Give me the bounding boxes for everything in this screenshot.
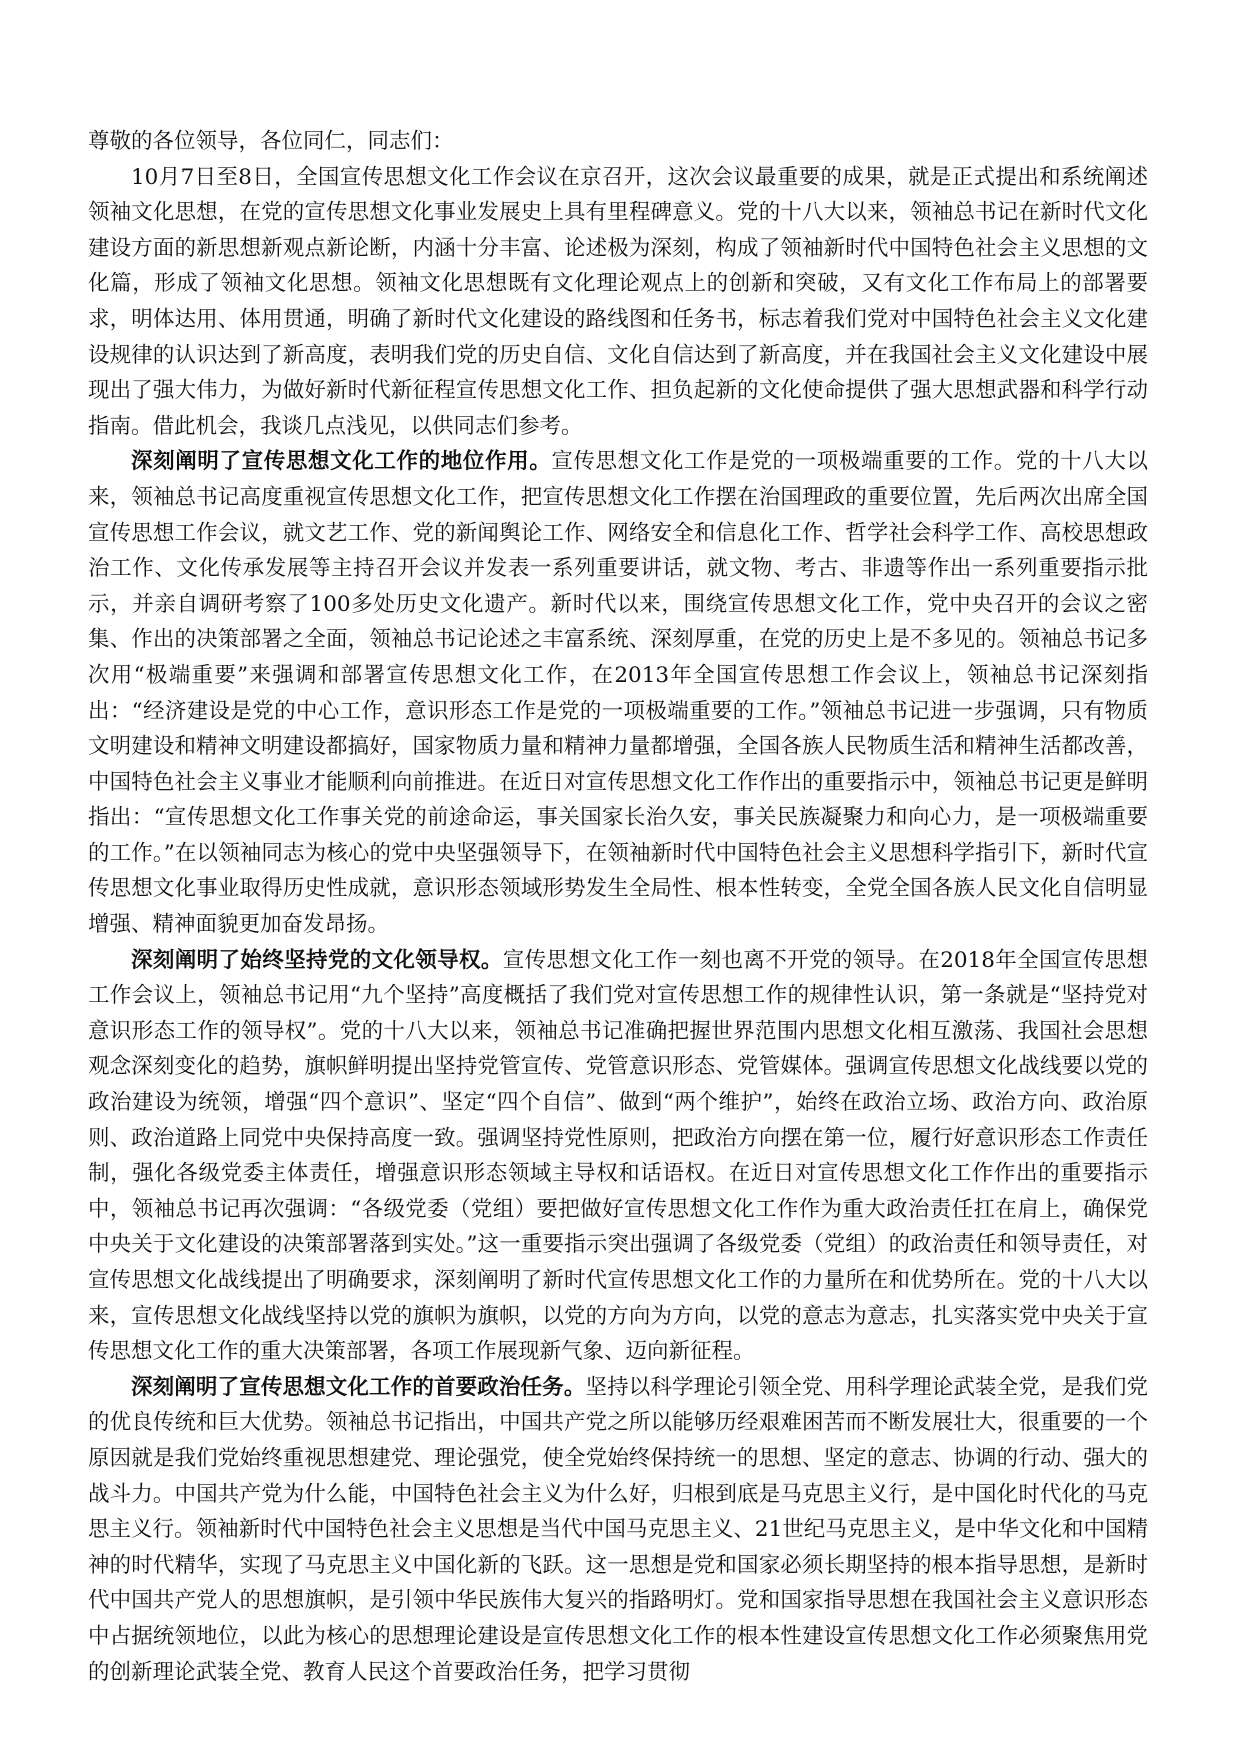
paragraph-text: 坚持以科学理论引领全党、用科学理论武装全党，是我们党的优良传统和巨大优势。领袖总书记指出，中国共产党之所以能够历经艰难困苦而不断发展壮大，很重要的一个原因就是我们党始终重视思想建党、理论强党，使全党始终保持统一的思想、坚定的意志、协调的行动、强大的战斗力。中国共产党为什么能，中国特色社会主义为什么好，归根到底是马克思主义行，是中国化时代化的马克思主义行。领袖新时代中国特色社会主义思想是当代中国马克思主义、21世纪马克思主义，是中华文化和中国精神的时代精华，实现了马克思主义中国化新的飞跃。这一思想是党和国家必须长期坚持的根本指导思想，是新时代中国共产党人的思想旗帜，是引领中华民族伟大复兴的指路明灯。党和国家指导思想在我国社会主义意识形态中占据统领地位，以此为核心的思想理论建设是宣传思想文化工作的根本性建设宣传思想文化工作必须聚焦用党的创新理论武装全党、教育人民这个首要政治任务，把学习贯彻	[88, 1374, 1148, 1685]
paragraph-text: 宣传思想文化工作是党的一项极端重要的工作。党的十八大以来，领袖总书记高度重视宣传思想文化工作，把宣传思想文化工作摆在治国理政的重要位置，先后两次出席全国宣传思想工作会议，就文艺工作、党的新闻舆论工作、网络安全和信息化工作、哲学社会科学工作、高校思想政治工作、文化传承发展等主持召开会议并发表一系列重要讲话，就文物、考古、非遗等作出一系列重要指示批示，并亲自调研考察了100多处历史文化遗产。新时代以来，围绕宣传思想文化工作，党中央召开的会议之密集、作出的决策部署之全面，领袖总书记论述之丰富系统、深刻厚重，在党的历史上是不多见的。领袖总书记多次用“极端重要”来强调和部署宣传思想文化工作，在2013年全国宣传思想工作会议上，领袖总书记深刻指出：“经济建设是党的中心工作，意识形态工作是党的一项极端重要的工作。”领袖总书记进一步强调，只有物质文明建设和精神文明建设都搞好，国家物质力量和精神力量都增强，全国各族人民物质生活和精神生活都改善，中国特色社会主义事业才能顺利向前推进。在近日对宣传思想文化工作作出的重要指示中，领袖总书记更是鲜明指出：“宣传思想文化工作事关党的前途命运，事关国家长治久安，事关民族凝聚力和向心力，是一项极端重要的工作。”在以领袖同志为核心的党中央坚强领导下，在领袖新时代中国特色社会主义思想科学指引下，新时代宣传思想文化事业取得历史性成就，意识形态领域形势发生全局性、根本性转变，全党全国各族人民文化自信明显增强、精神面貌更加奋发昂扬。	[88, 449, 1148, 938]
paragraph-leadership	[88, 943, 1148, 1370]
paragraph-text: 10月7日至8日，全国宣传思想文化工作会议在京召开，这次会议最重要的成果，就是正式提出和系统阐述领袖文化思想，在党的宣传思想文化事业发展史上具有里程碑意义。党的十八大以来，领袖总书记在新时代文化建设方面的新思想新观点新论断，内涵十分丰富、论述极为深刻，构成了领袖新时代中国特色社会主义思想的文化篇，形成了领袖文化思想。领袖文化思想既有文化理论观点上的创新和突破，又有文化工作布局上的部署要求，明体达用、体用贯通，明确了新时代文化建设的路线图和任务书，标志着我们党对中国特色社会主义文化建设规律的认识达到了新高度，表明我们党的历史自信、文化自信达到了新高度，并在我国社会主义文化建设中展现出了强大伟力，为做好新时代新征程宣传思想文化工作、担负起新的文化使命提供了强大思想武器和科学行动指南。借此机会，我谈几点浅见，以供同志们参考。	[88, 164, 1148, 439]
paragraph-intro	[88, 160, 1148, 445]
greeting: 尊敬的各位领导，各位同仁，同志们：	[88, 129, 454, 154]
paragraph-heading: 深刻阐明了始终坚持党的文化领导权。	[131, 947, 503, 973]
paragraph-text: 宣传思想文化工作一刻也离不开党的领导。在2018年全国宣传思想工作会议上，领袖总书记用“九个坚持”高度概括了我们党对宣传思想工作的规律性认识，第一条就是“坚持党对意识形态工作的领导权”。党的十八大以来，领袖总书记准确把握世界范围内思想文化相互激荡、我国社会思想观念深刻变化的趋势，旗帜鲜明提出坚持党管宣传、党管意识形态、党管媒体。强调宣传思想文化战线要以党的政治建设为统领，增强“四个意识”、坚定“四个自信”、做到“两个维护”，始终在政治立场、政治方向、政治原则、政治道路上同党中央保持高度一致。强调坚持党性原则，把政治方向摆在第一位，履行好意识形态工作责任制，强化各级党委主体责任，增强意识形态领域主导权和话语权。在近日对宣传思想文化工作作出的重要指示中，领袖总书记再次强调：“各级党委（党组）要把做好宣传思想文化工作作为重大政治责任扛在肩上，确保党中央关于文化建设的决策部署落到实处。”这一重要指示突出强调了各级党委（党组）的政治责任和领导责任，对宣传思想文化战线提出了明确要求，深刻阐明了新时代宣传思想文化工作的力量所在和优势所在。党的十八大以来，宣传思想文化战线坚持以党的旗帜为旗帜，以党的方向为方向，以党的意志为意志，扎实落实党中央关于宣传思想文化工作的重大决策部署，各项工作展现新气象、迈向新征程。	[88, 947, 1148, 1365]
paragraph-position-role	[88, 444, 1148, 942]
paragraph-heading: 深刻阐明了宣传思想文化工作的首要政治任务。	[131, 1374, 586, 1400]
document-page	[88, 124, 1148, 1690]
paragraph-heading: 深刻阐明了宣传思想文化工作的地位作用。	[131, 449, 552, 475]
paragraph-political-task	[88, 1370, 1148, 1690]
